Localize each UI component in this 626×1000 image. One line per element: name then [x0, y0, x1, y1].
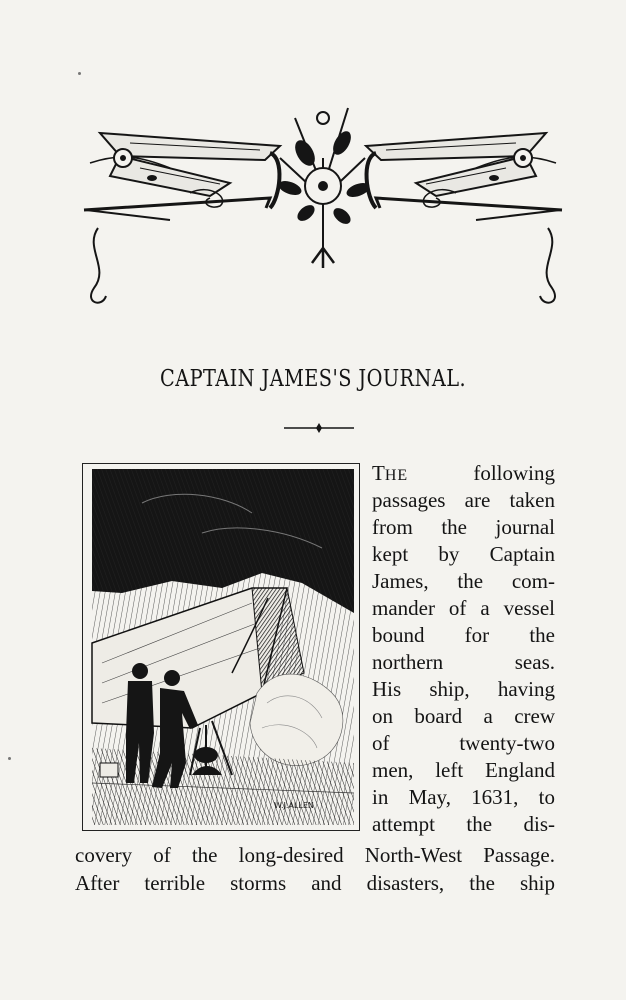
- paragraph-line: northern seas.: [372, 650, 555, 674]
- title-divider: [282, 421, 356, 435]
- paragraph-line: of twenty-two: [372, 731, 555, 755]
- paragraph-line: from the journal: [372, 515, 555, 539]
- drop-cap: T: [372, 461, 385, 485]
- line-text: following: [473, 461, 555, 485]
- paragraph-line: mander of a vessel: [372, 596, 555, 620]
- paragraph-line: on board a crew: [372, 704, 555, 728]
- camp-tent-engraving: [82, 463, 360, 831]
- paragraph-line: attempt the dis-: [372, 812, 555, 836]
- paragraph-line: covery of the long-desired North-West Passage.: [75, 843, 555, 867]
- paragraph-line: After terrible storms and disasters, the ship: [75, 871, 555, 895]
- paragraph-line-1: [372, 460, 555, 489]
- paragraph-line: His ship, having: [372, 677, 555, 701]
- paragraph-line: kept by Captain: [372, 542, 555, 566]
- chapter-title: CAPTAIN JAMES'S JOURNAL.: [159, 366, 467, 392]
- paper-speck: [8, 757, 11, 760]
- small-caps: HE: [384, 467, 409, 484]
- engraver-signature: W.J.ALLEN: [274, 801, 314, 810]
- paragraph-line: in May, 1631, to: [372, 785, 555, 809]
- paragraph-line: passages are taken: [372, 488, 555, 512]
- paper-speck: [78, 72, 81, 75]
- floral-headpiece-ornament: [80, 98, 566, 310]
- paragraph-line: James, the com-: [372, 569, 555, 593]
- paragraph-line: bound for the: [372, 623, 555, 647]
- paragraph-line: men, left England: [372, 758, 555, 782]
